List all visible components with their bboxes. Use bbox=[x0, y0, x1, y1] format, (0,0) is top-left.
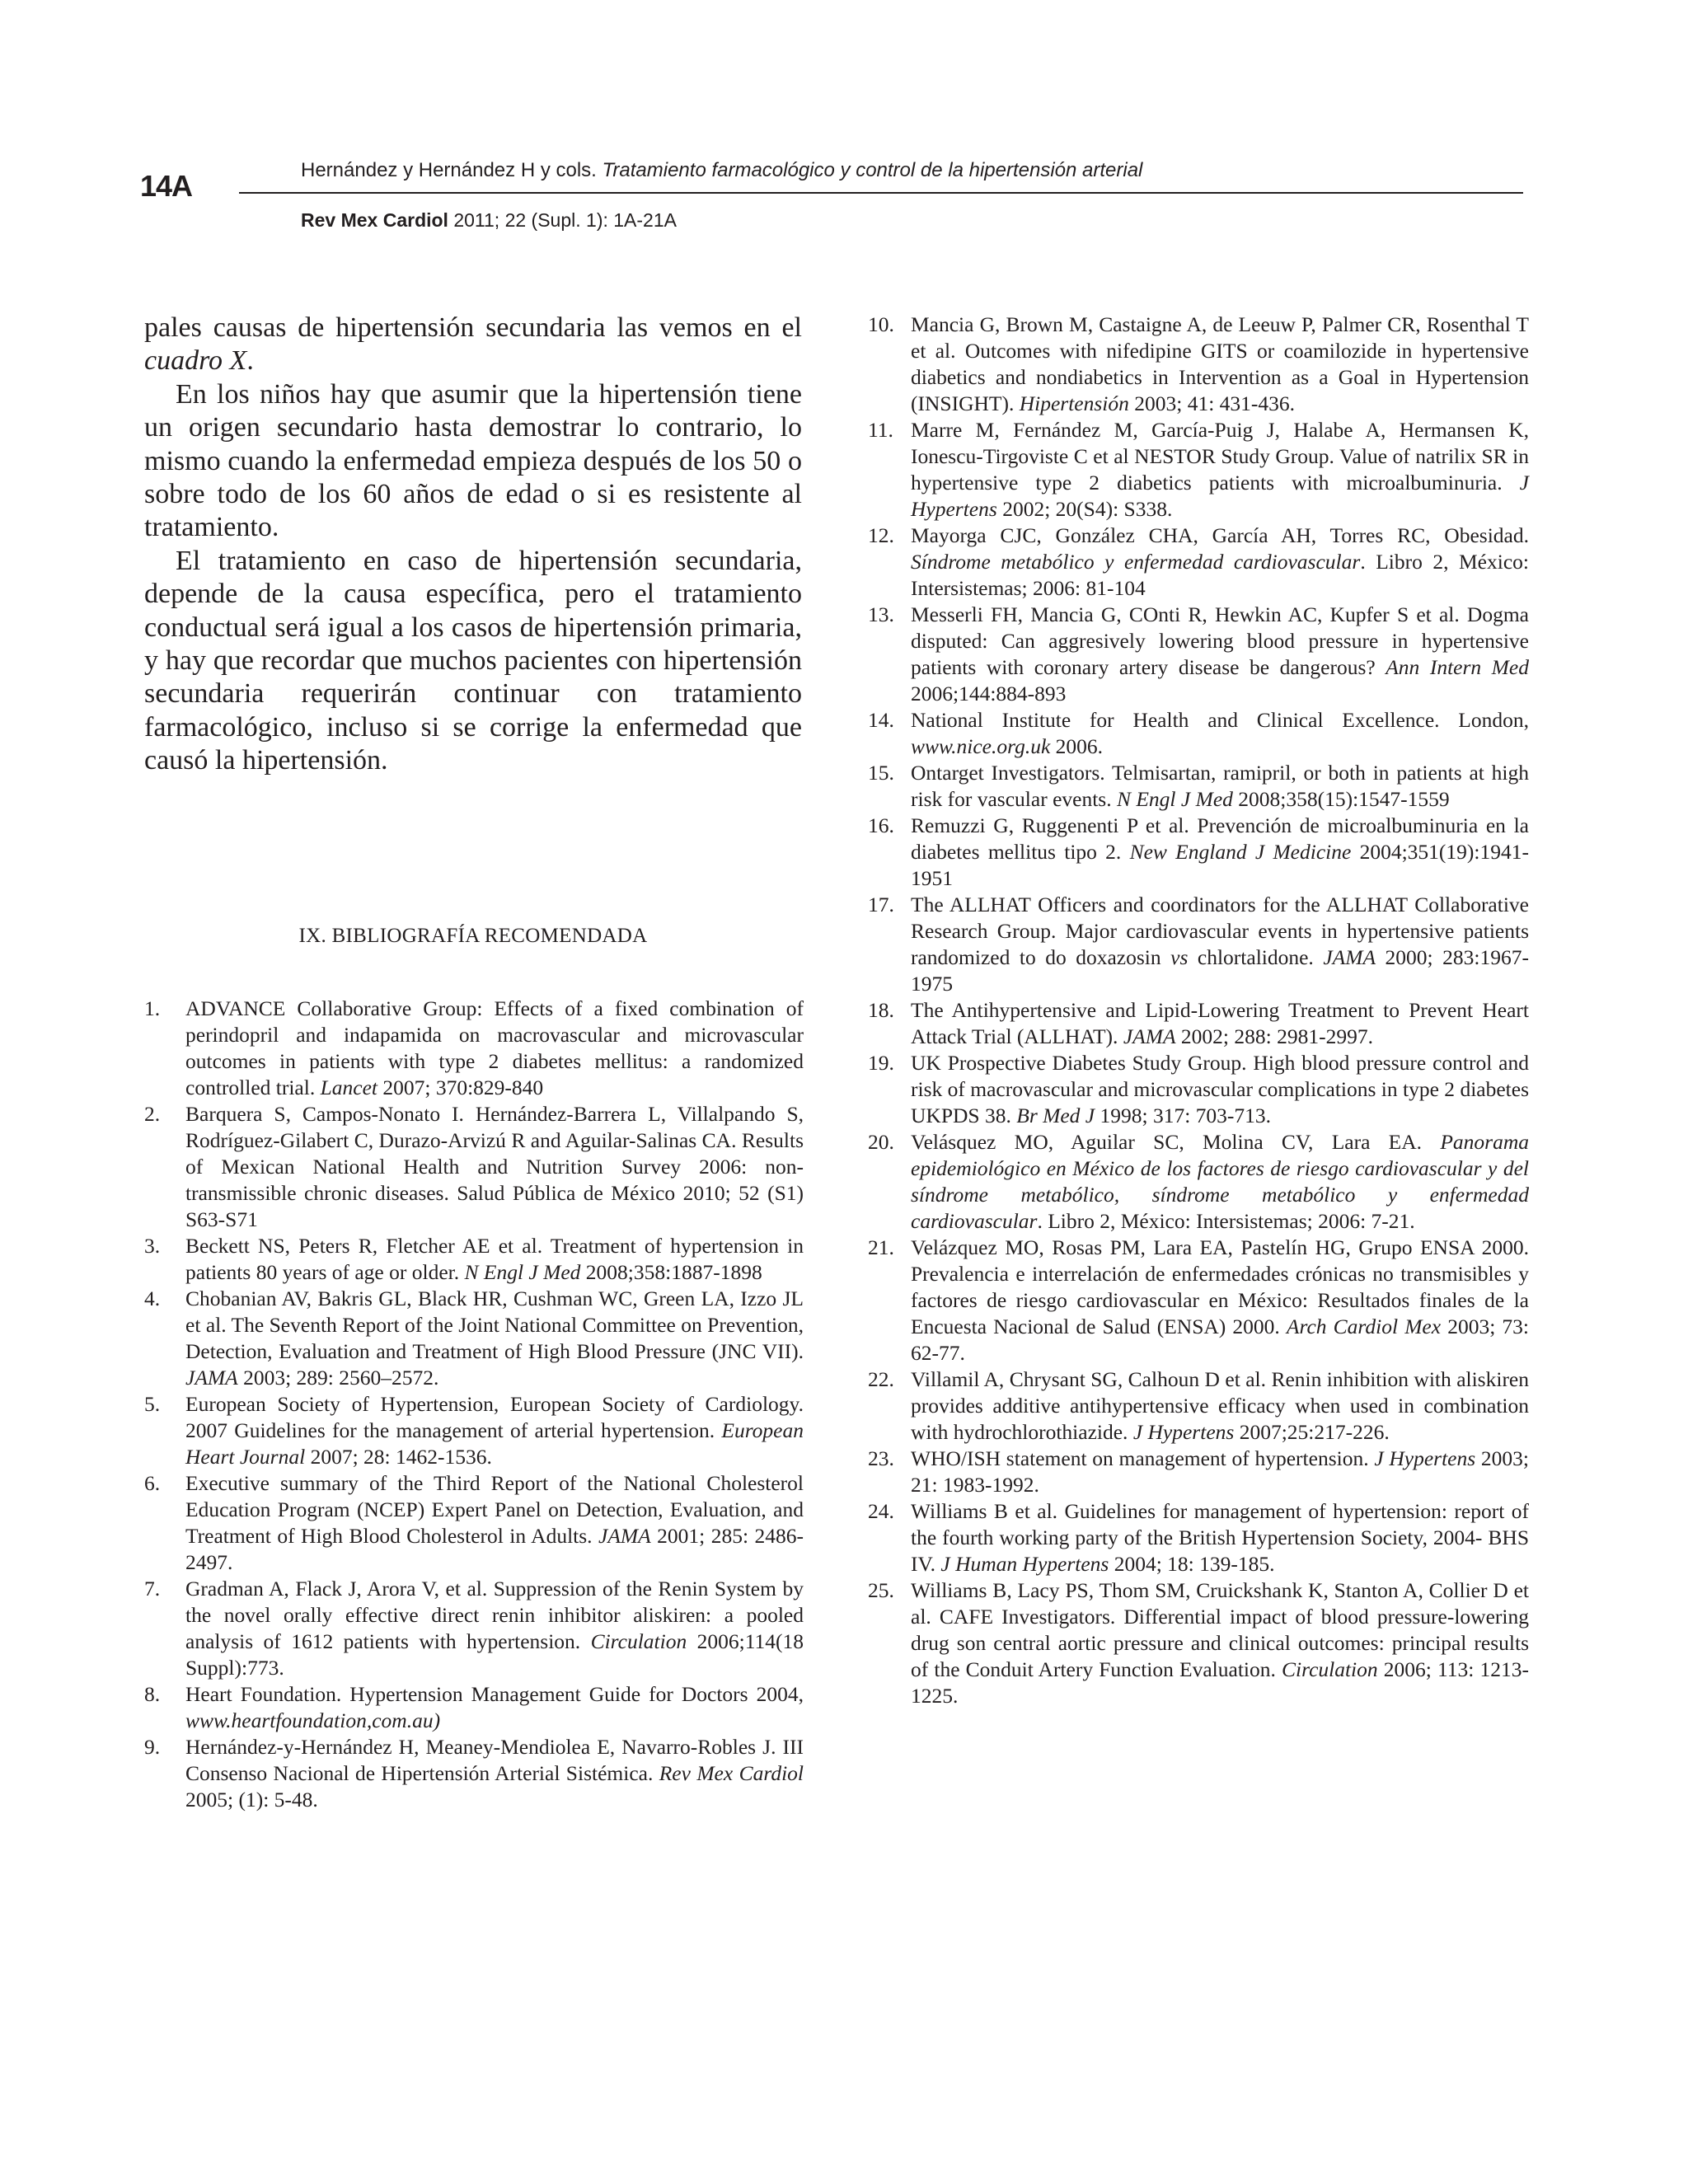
text-run: 2003; 289: 2560–2572. bbox=[237, 1366, 439, 1390]
text-run: The ALLHAT Officers and coordinators for the ALLHAT Collaborative Research Group. Major cardiovascular events in hypertensive patients randomized to do doxazosin bbox=[911, 893, 1529, 969]
body-text bbox=[144, 312, 802, 778]
italic-text: European Heart Journal bbox=[185, 1418, 804, 1469]
reference-number: 21. bbox=[868, 1235, 894, 1259]
reference-number: 1. bbox=[144, 996, 161, 1020]
reference-text bbox=[911, 418, 1529, 521]
italic-text: N Engl J Med bbox=[1116, 787, 1233, 811]
text-run: National Institute for Health and Clinical Excellence. London, bbox=[911, 708, 1529, 732]
reference-text bbox=[185, 1234, 804, 1284]
reference-item bbox=[144, 1576, 804, 1681]
text-run: Villamil A, Chrysant SG, Calhoun D et al. Renin inhibition with aliskiren provides additive antihypertensive efficacy when used in combination with hydrochlorothiazide. bbox=[911, 1367, 1529, 1444]
text-run: 2006;114(18 Suppl):773. bbox=[185, 1629, 804, 1680]
reference-item bbox=[144, 1734, 804, 1813]
italic-text: Panorama epidemiológico en México de los factores de riesgo cardiovascular y del síndrome metabólico, síndrome metabólico y enfermedad cardiovascular bbox=[911, 1130, 1529, 1233]
running-head-title: Tratamiento farmacológico y control de la hipertensión arterial bbox=[602, 159, 1143, 181]
italic-text: JAMA bbox=[1323, 945, 1376, 969]
text-run: 2006; 113: 1213-1225. bbox=[911, 1657, 1530, 1708]
italic-text: Br Med J bbox=[1016, 1104, 1095, 1127]
text-run: The Antihypertensive and Lipid-Lowering Treatment to Prevent Heart Attack Trial (ALLHAT). bbox=[911, 998, 1529, 1048]
text-run: Williams B et al. Guidelines for management of hypertension: report of the fourth working party of the British Hypertension Society, 2004- BHS IV. bbox=[911, 1499, 1529, 1576]
reference-text bbox=[185, 1392, 804, 1469]
reference-number: 16. bbox=[868, 813, 894, 837]
body-paragraph bbox=[144, 378, 802, 545]
reference-number: 8. bbox=[144, 1682, 161, 1706]
running-head bbox=[301, 159, 1142, 182]
reference-item bbox=[868, 1446, 1529, 1498]
italic-text: J Human Hypertens bbox=[940, 1552, 1109, 1576]
italic-text: Arch Cardiol Mex bbox=[1286, 1315, 1442, 1338]
text-run: 2002; 288: 2981-2997. bbox=[1175, 1024, 1373, 1048]
reference-item bbox=[868, 1129, 1529, 1235]
reference-item bbox=[144, 1391, 804, 1470]
text-run: 1998; 317: 703-713. bbox=[1095, 1104, 1272, 1127]
reference-text bbox=[185, 1577, 804, 1680]
body-paragraph bbox=[144, 312, 802, 378]
text-run: Chobanian AV, Bakris GL, Black HR, Cushman WC, Green LA, Izzo JL et al. The Seventh Report of the Joint National Committee on Prevention, Detection, Evaluation and Treatment of High Blood Pressure (JNC VII). bbox=[185, 1286, 804, 1363]
body-paragraph bbox=[144, 545, 802, 778]
text-run: Williams B, Lacy PS, Thom SM, Cruickshank K, Stanton A, Collier D et al. CAFE Investigators. Differential impact of blood pressure-lowering drug son central aortic pressure and clinical outcomes: principal results of the Conduit Artery Function Evaluation. bbox=[911, 1578, 1529, 1681]
header-rule bbox=[239, 192, 1523, 194]
reference-number: 20. bbox=[868, 1130, 894, 1154]
reference-text bbox=[911, 813, 1529, 890]
text-run: 2008;358(15):1547-1559 bbox=[1232, 787, 1450, 811]
reference-text bbox=[911, 708, 1529, 758]
reference-item bbox=[868, 892, 1529, 997]
reference-number: 15. bbox=[868, 761, 894, 785]
italic-text: www.nice.org.uk bbox=[911, 734, 1051, 758]
running-head-authors: Hernández y Hernández H y cols. bbox=[301, 159, 603, 181]
text-run: 2003; 41: 431-436. bbox=[1128, 391, 1296, 415]
reference-list-left bbox=[144, 996, 804, 1813]
reference-text bbox=[911, 998, 1529, 1048]
italic-text: Síndrome metabólico y enfermedad cardiovascular bbox=[911, 550, 1361, 574]
text-run: WHO/ISH statement on management of hypertension. bbox=[911, 1446, 1375, 1470]
text-run: Executive summary of the Third Report of the National Cholesterol Education Program (NCEP) Expert Panel on Detection, Evaluation, and Treatment of High Blood Cholesterol in Adults. bbox=[185, 1471, 804, 1548]
journal-volume: 2011; 22 (Supl. 1): 1A-21A bbox=[448, 209, 677, 231]
reference-item bbox=[868, 417, 1529, 523]
reference-item bbox=[868, 760, 1529, 813]
text-run: Remuzzi G, Ruggenenti P et al. Prevención de microalbuminuria en la diabetes mellitus tipo 2. bbox=[911, 813, 1529, 864]
reference-text bbox=[911, 1499, 1529, 1576]
reference-text bbox=[911, 1367, 1529, 1444]
text-run: 2007;25:217-226. bbox=[1234, 1420, 1390, 1444]
reference-number: 5. bbox=[144, 1392, 161, 1416]
text-run: 2004;351(19):1941-1951 bbox=[911, 840, 1529, 890]
text-run: UK Prospective Diabetes Study Group. High blood pressure control and risk of macrovascular and microvascular complications in type 2 diabetes UKPDS 38. bbox=[911, 1051, 1529, 1127]
text-run: 2001; 285: 2486-2497. bbox=[185, 1524, 804, 1574]
italic-text: Ann Intern Med bbox=[1386, 655, 1529, 679]
reference-item bbox=[868, 1366, 1529, 1446]
italic-text: Hipertensión bbox=[1019, 391, 1129, 415]
text-run: 2003; 21: 1983-1992. bbox=[911, 1446, 1529, 1497]
text-run: Marre M, Fernández M, García-Puig J, Halabe A, Hermansen K, Ionescu-Tirgoviste C et al NESTOR Study Group. Value of natrilix SR in hypertensive type 2 diabetics patients with microalbuminuria. bbox=[911, 418, 1529, 494]
text-run: Barquera S, Campos-Nonato I. Hernández-Barrera L, Villalpando S, Rodríguez-Gilabert C, Durazo-Arvizú R and Aguilar-Salinas CA. Results of Mexican National Health and Nutrition Survey 2006: non-transmissible chronic diseases. Salud Pública de México 2010; 52 (S1) S63-S71 bbox=[185, 1102, 804, 1231]
text-run: ADVANCE Collaborative Group: Effects of a fixed combination of perindopril and indapamida on macrovascular and microvascular outcomes in patients with type 2 diabetes mellitus: a randomized controlled trial. bbox=[185, 996, 804, 1099]
italic-text: Lancet bbox=[320, 1076, 377, 1099]
reference-number: 17. bbox=[868, 893, 894, 916]
text-run: Ontarget Investigators. Telmisartan, ramipril, or both in patients at high risk for vascular events. bbox=[911, 761, 1529, 811]
text-run: Heart Foundation. Hypertension Management Guide for Doctors 2004, bbox=[185, 1682, 804, 1706]
text-run: Velázquez MO, Rosas PM, Lara EA, Pastelín HG, Grupo ENSA 2000. Prevalencia e interrelación de enfermedades crónicas no transmisibles y factores de riesgo cardiovascular en México: Resultados finales de la Encuesta Nacional de Salud (ENSA) 2000. bbox=[911, 1235, 1529, 1338]
reference-number: 11. bbox=[868, 418, 893, 442]
reference-text bbox=[185, 1682, 804, 1732]
italic-text: Rev Mex Cardiol bbox=[659, 1761, 804, 1785]
italic-text: JAMA bbox=[185, 1366, 238, 1390]
reference-item bbox=[868, 1498, 1529, 1577]
reference-item bbox=[868, 1050, 1529, 1129]
reference-item bbox=[144, 1286, 804, 1391]
reference-item bbox=[868, 1577, 1529, 1709]
reference-number: 7. bbox=[144, 1577, 161, 1601]
reference-text bbox=[911, 1130, 1529, 1233]
reference-item bbox=[144, 1470, 804, 1576]
journal-name: Rev Mex Cardiol bbox=[301, 209, 448, 231]
reference-number: 24. bbox=[868, 1499, 894, 1523]
text-run: Beckett NS, Peters R, Fletcher AE et al. Treatment of hypertension in patients 80 years of age or older. bbox=[185, 1234, 804, 1284]
text-run: 2006. bbox=[1050, 734, 1104, 758]
italic-text: J Hypertens bbox=[1374, 1446, 1476, 1470]
italic-text: cuadro X bbox=[144, 345, 247, 377]
text-run: 2002; 20(S4): S338. bbox=[996, 497, 1173, 521]
text-run: Gradman A, Flack J, Arora V, et al. Suppression of the Renin System by the novel orally effective direct renin inhibitor aliskiren: a pooled analysis of 1612 patients with hypertension. bbox=[185, 1577, 804, 1653]
reference-number: 2. bbox=[144, 1102, 161, 1126]
page-number: 14A bbox=[140, 169, 193, 203]
text-run: 2007; 28: 1462-1536. bbox=[305, 1445, 492, 1469]
reference-number: 9. bbox=[144, 1735, 161, 1759]
reference-number: 14. bbox=[868, 708, 894, 732]
italic-text: Circulation bbox=[1282, 1657, 1378, 1681]
text-run: . Libro 2, México: Intersistemas; 2006: 81-104 bbox=[911, 550, 1529, 600]
reference-number: 4. bbox=[144, 1286, 161, 1310]
reference-text bbox=[911, 1051, 1529, 1127]
reference-item bbox=[868, 813, 1529, 892]
italic-text: www.heartfoundation,com.au) bbox=[185, 1708, 441, 1732]
text-run: Mayorga CJC, González CHA, García AH, Torres RC, Obesidad. bbox=[911, 523, 1529, 547]
reference-item bbox=[144, 1681, 804, 1734]
text-run: Messerli FH, Mancia G, COnti R, Hewkin AC, Kupfer S et al. Dogma disputed: Can aggresively lowering blood pressure in hypertensive patients with coronary artery disease be dangerous? bbox=[911, 602, 1529, 679]
text-run: El tratamiento en caso de hipertensión secundaria, depende de la causa específica, pero el tratamiento conductual será igual a los casos de hipertensión primaria, y hay que recordar que muchos pacientes con hipertensión secundaria requerirán continuar con tratamiento farmacológico, incluso si se corrige la enfermedad que causó la hipertensión. bbox=[144, 545, 802, 776]
reference-text bbox=[911, 1446, 1529, 1497]
reference-text bbox=[911, 1235, 1529, 1365]
journal-citation-line bbox=[301, 209, 677, 232]
reference-text bbox=[911, 312, 1529, 415]
reference-number: 22. bbox=[868, 1367, 894, 1391]
reference-text bbox=[185, 1102, 804, 1231]
reference-text bbox=[911, 602, 1529, 705]
text-run: En los niños hay que asumir que la hipertensión tiene un origen secundario hasta demostrar lo contrario, lo mismo cuando la enfermedad empieza después de los 50 o sobre todo de los 60 años de edad o si es resistente al tratamiento. bbox=[144, 378, 802, 543]
reference-number: 10. bbox=[868, 312, 894, 336]
reference-number: 23. bbox=[868, 1446, 894, 1470]
text-run: 2007; 370:829-840 bbox=[377, 1076, 544, 1099]
text-run: 2005; (1): 5-48. bbox=[185, 1788, 318, 1811]
reference-number: 12. bbox=[868, 523, 894, 547]
reference-item bbox=[144, 1101, 804, 1233]
text-run: 2008;358:1887-1898 bbox=[580, 1260, 762, 1284]
reference-text bbox=[911, 893, 1529, 996]
text-run: Hernández-y-Hernández H, Meaney-Mendiolea E, Navarro-Robles J. III Consenso Nacional de Hipertensión Arterial Sistémica. bbox=[185, 1735, 804, 1785]
reference-number: 18. bbox=[868, 998, 894, 1022]
text-run: Mancia G, Brown M, Castaigne A, de Leeuw P, Palmer CR, Rosenthal T et al. Outcomes with nifedipine GITS or coamilozide in hypertensive diabetics and nondiabetics in Intervention as a Goal in Hypertension (INSIGHT). bbox=[911, 312, 1529, 415]
reference-text bbox=[185, 1471, 804, 1574]
italic-text: New England J Medicine bbox=[1129, 840, 1352, 864]
reference-item bbox=[144, 996, 804, 1101]
reference-item bbox=[868, 312, 1529, 417]
reference-text bbox=[185, 1735, 804, 1811]
italic-text: N Engl J Med bbox=[464, 1260, 581, 1284]
reference-text bbox=[911, 1578, 1529, 1708]
reference-item bbox=[868, 707, 1529, 760]
reference-text bbox=[185, 1286, 804, 1390]
text-run: 2003; 73: 62-77. bbox=[911, 1315, 1529, 1365]
italic-text: J Hypertens bbox=[911, 471, 1529, 521]
italic-text: JAMA bbox=[598, 1524, 651, 1548]
italic-text: vs bbox=[1170, 945, 1189, 969]
reference-text bbox=[185, 996, 804, 1099]
text-run: 2000; 283:1967-1975 bbox=[911, 945, 1529, 996]
reference-number: 6. bbox=[144, 1471, 161, 1495]
reference-number: 25. bbox=[868, 1578, 894, 1602]
text-run: chlortalidone. bbox=[1188, 945, 1324, 969]
text-run: pales causas de hipertensión secundaria las vemos en el bbox=[144, 312, 802, 343]
reference-item bbox=[144, 1233, 804, 1286]
reference-text bbox=[911, 523, 1529, 600]
text-run: Velásquez MO, Aguilar SC, Molina CV, Lara EA. bbox=[911, 1130, 1441, 1154]
text-run: European Society of Hypertension, European Society of Cardiology. 2007 Guidelines for the management of arterial hypertension. bbox=[185, 1392, 804, 1442]
italic-text: Circulation bbox=[590, 1629, 687, 1653]
reference-number: 13. bbox=[868, 602, 894, 626]
section-heading: IX. BIBLIOGRAFÍA RECOMENDADA bbox=[298, 925, 648, 947]
text-run: 2004; 18: 139-185. bbox=[1109, 1552, 1275, 1576]
italic-text: J Hypertens bbox=[1132, 1420, 1235, 1444]
italic-text: JAMA bbox=[1123, 1024, 1176, 1048]
reference-text bbox=[911, 761, 1529, 811]
reference-number: 3. bbox=[144, 1234, 161, 1258]
reference-list-right bbox=[868, 312, 1529, 1709]
reference-item bbox=[868, 523, 1529, 602]
reference-number: 19. bbox=[868, 1051, 894, 1075]
text-run: . bbox=[246, 345, 254, 377]
reference-item bbox=[868, 1235, 1529, 1366]
text-run: . Libro 2, México: Intersistemas; 2006: 7-21. bbox=[1037, 1209, 1415, 1233]
reference-item bbox=[868, 602, 1529, 707]
reference-item bbox=[868, 997, 1529, 1050]
text-run: 2006;144:884-893 bbox=[911, 682, 1067, 705]
